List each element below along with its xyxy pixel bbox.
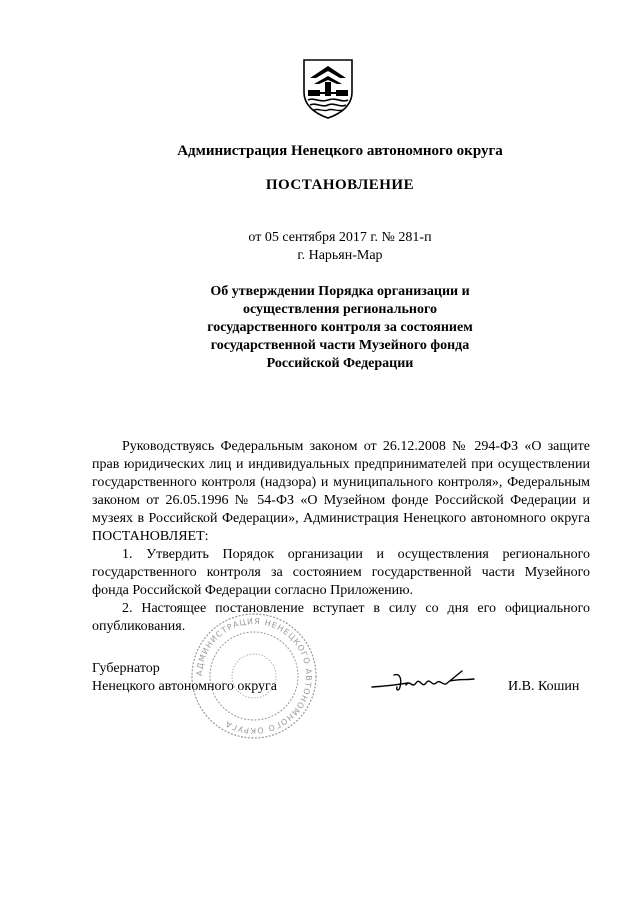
title-line: осуществления регионального xyxy=(243,302,437,317)
signatory-position-line1: Губернатор xyxy=(92,661,160,676)
stamp-text: АДМИНИСТРАЦИЯ НЕНЕЦКОГО АВТОНОМНОГО ОКРУГА xyxy=(194,616,314,736)
title-line: Российской Федерации xyxy=(266,356,414,371)
document-place: г. Нарьян-Мар xyxy=(297,248,383,263)
svg-text:АДМИНИСТРАЦИЯ НЕНЕЦКОГО АВТОНО xyxy=(195,617,313,735)
document-date-number: от 05 сентября 2017 г. № 281-п xyxy=(248,230,432,245)
title-line: государственной части Музейного фонда xyxy=(210,338,470,353)
handwritten-signature xyxy=(370,665,480,699)
signatory-name: И.В. Кошин xyxy=(508,679,580,694)
organization-name: Администрация Ненецкого автономного округа xyxy=(177,143,503,159)
title-line: государственного контроля за состоянием xyxy=(207,320,473,335)
title-line: Об утверждении Порядка организации и xyxy=(210,284,470,299)
signatory-position-line2: Ненецкого автономного округа xyxy=(92,679,277,694)
coat-of-arms-icon xyxy=(300,56,356,120)
body-paragraph-item-1: 1. Утвердить Порядок организации и осуществления регионального государственного контроля за состоянием государственной части Музейного фонда Российской Федерации согласно Приложению. xyxy=(92,547,590,598)
document-title xyxy=(150,283,530,373)
document-type: ПОСТАНОВЛЕНИЕ xyxy=(265,177,415,193)
official-stamp xyxy=(188,612,320,740)
document-body xyxy=(92,438,590,636)
body-paragraph-item-2: 2. Настоящее постановление вступает в силу со дня его официального опубликования. xyxy=(92,601,590,634)
body-paragraph-preamble: Руководствуясь Федеральным законом от 26.12.2008 № 294-ФЗ «О защите прав юридических лиц и индивидуальных предпринимателей при осуществлении государственного контроля (надзора) и муниципального контроля», Федеральным законом от 26.05.1996 № 54-ФЗ «О Музейном фонде Российской Федерации и музеях в Российской Федерации», Администрация Ненецкого автономного округа ПОСТАНОВЛЯЕТ: xyxy=(92,439,590,544)
